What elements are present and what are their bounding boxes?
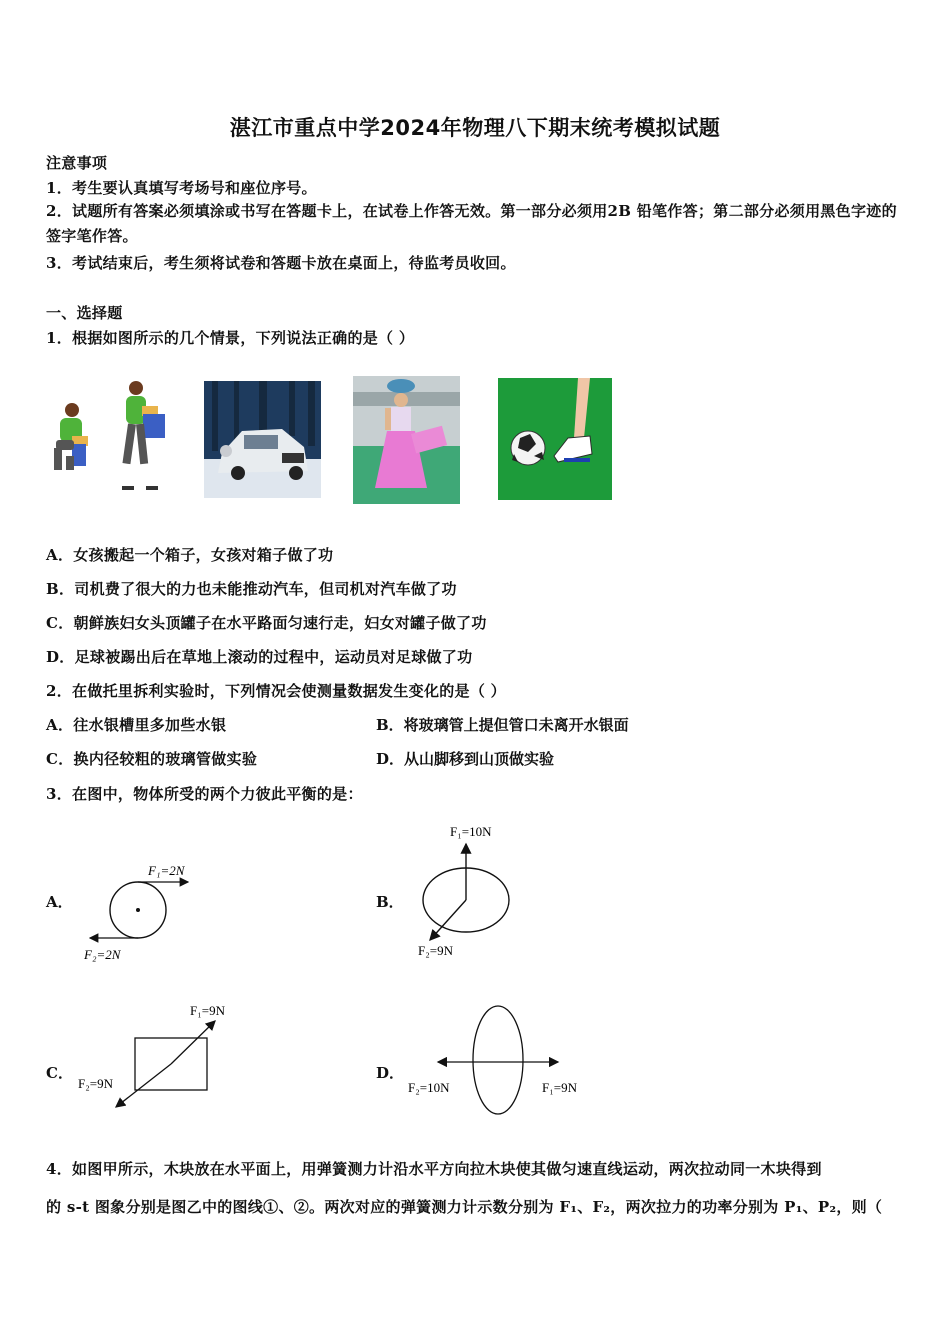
section-heading: 一、选择题 — [46, 304, 123, 322]
q2-stem: 2．在做托里拆利实验时，下列情况会使测量数据发生变化的是（ ） — [46, 682, 506, 700]
q3-label-a: A． — [46, 893, 73, 911]
q3-diagram-b — [408, 818, 528, 963]
notice-item-1: 1．考生要认真填写考场号和座位序号。 — [46, 179, 317, 197]
q3-diagram-a — [76, 858, 206, 966]
q3-stem: 3．在图中，物体所受的两个力彼此平衡的是： — [46, 785, 363, 803]
q2-option-d: D．从山脚移到山顶做实验 — [376, 750, 555, 768]
q4-line-2: 的 s-t 图象分别是图乙中的图线①、②。两次对应的弹簧测力计示数分别为 F₁、F₂，两次拉力的功率分别为 P₁、P₂，则（ — [46, 1198, 883, 1216]
force-f1-label: F₁=9N — [190, 1003, 225, 1018]
force-f1-label: F₁=2N — [148, 863, 185, 878]
q2-option-b: B．将玻璃管上提但管口未离开水银面 — [376, 716, 629, 734]
q1-option-d: D．足球被踢出后在草地上滚动的过程中，运动员对足球做了功 — [46, 648, 473, 666]
page-title: 湛江市重点中学2024年物理八下期末统考模拟试题 — [229, 116, 721, 140]
q1-option-a: A．女孩搬起一个箱子，女孩对箱子做了功 — [46, 546, 334, 564]
force-f1-arrow — [171, 1021, 215, 1064]
q3-diagram-d — [400, 1002, 600, 1120]
force-f1-label: F₁=9N — [542, 1080, 577, 1095]
kicking-football-image — [498, 378, 612, 500]
force-f1-label: F₁=10N — [450, 824, 492, 839]
notice-item-2: 2．试题所有答案必须填涂或书写在答题卡上，在试卷上作答无效。第一部分必须用2B 铅笔作答；第二部分必须用黑色字迹的签字笔作答。 — [46, 202, 897, 245]
force-f2-label: F₂=9N — [78, 1076, 113, 1091]
car-in-snow-image — [204, 381, 321, 498]
q4-line-1: 4．如图甲所示，木块放在水平面上，用弹簧测力计沿水平方向拉木块使其做匀速直线运动，两次拉动同一木块得到 — [46, 1160, 822, 1178]
force-f2-label: F₂=10N — [408, 1080, 450, 1095]
force-f2-label: F₂=2N — [84, 947, 121, 962]
q3-label-b: B． — [376, 893, 404, 911]
force-f2-arrow — [430, 900, 466, 940]
q3-label-d: D． — [376, 1064, 405, 1082]
q1-option-c: C．朝鲜族妇女头顶罐子在水平路面匀速行走，妇女对罐子做了功 — [46, 614, 487, 632]
object-ellipse — [473, 1006, 523, 1114]
force-f2-label: F₂=9N — [418, 943, 453, 958]
girl-lifting-box-image — [50, 378, 172, 496]
notice-item-3: 3．考试结束后，考生须将试卷和答题卡放在桌面上，待监考员收回。 — [46, 254, 516, 272]
woman-carrying-jar-image — [353, 376, 460, 504]
q3-diagram-c — [76, 1000, 236, 1115]
q2-option-c: C．换内径较粗的玻璃管做实验 — [46, 750, 258, 768]
q1-option-b: B．司机费了很大的力也未能推动汽车，但司机对汽车做了功 — [46, 580, 457, 598]
q3-label-c: C． — [46, 1064, 73, 1082]
q1-stem: 1．根据如图所示的几个情景，下列说法正确的是（ ） — [46, 329, 415, 347]
force-f2-arrow — [116, 1064, 171, 1107]
q2-option-a: A．往水银槽里多加些水银 — [46, 716, 227, 734]
notice-heading: 注意事项 — [46, 154, 108, 172]
